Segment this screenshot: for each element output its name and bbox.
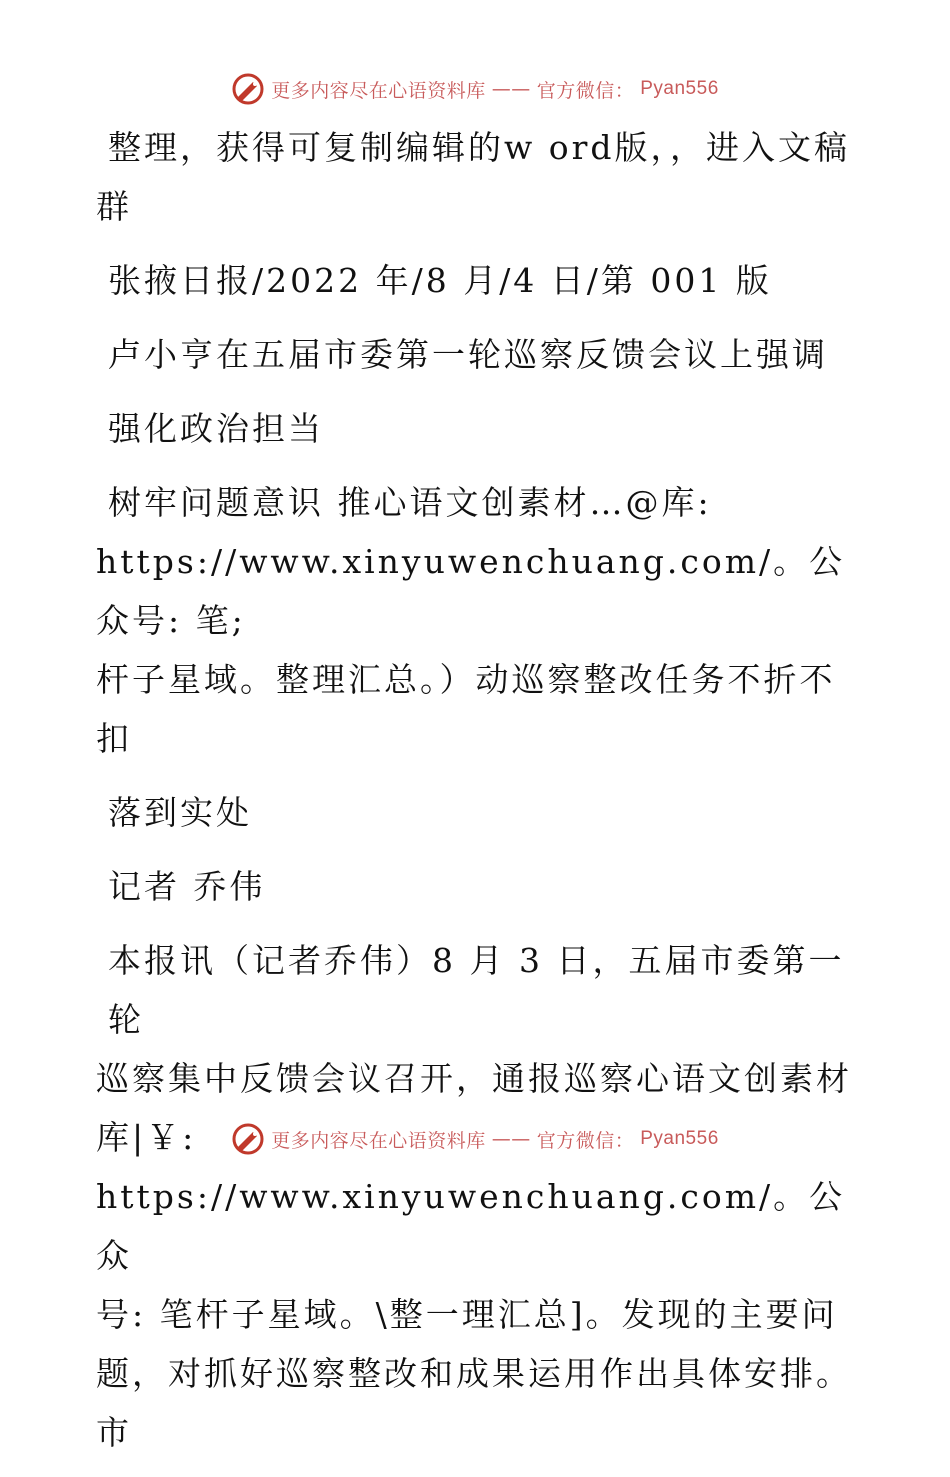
watermark-dash: —— bbox=[491, 1128, 531, 1150]
watermark-contact-id: Pyan556 bbox=[640, 78, 719, 99]
pen-circle-logo-icon bbox=[231, 72, 265, 106]
text-line: 记者 乔伟 bbox=[108, 867, 266, 906]
text-line: 整理，获得可复制编辑的w ord版，，进入文稿 bbox=[108, 128, 851, 167]
text-line: 本报讯（记者乔伟）8 月 3 日，五届市委第一轮 bbox=[108, 941, 845, 1039]
text-line: 卢小亨在五届市委第一轮巡察反馈会议上强调 bbox=[108, 335, 828, 374]
text-line: 落到实处 bbox=[108, 793, 252, 832]
paragraph bbox=[96, 857, 856, 916]
text-line: https://www.xinyuwenchuang.com/。公众号: 笔; bbox=[96, 542, 846, 640]
document-body bbox=[96, 118, 856, 1477]
text-line: 张掖日报/2022 年/8 月/4 日/第 001 版 bbox=[108, 261, 772, 300]
paragraph bbox=[96, 325, 856, 384]
paragraph bbox=[96, 783, 856, 842]
watermark-contact-label: 官方微信： bbox=[536, 79, 635, 102]
watermark-dash: —— bbox=[491, 78, 531, 100]
text-line: 群 bbox=[96, 187, 132, 226]
text-line: 杆子星域。整理汇总。）动巡察整改任务不折不扣 bbox=[96, 660, 836, 758]
watermark-text: 更多内容尽在心语资料库 bbox=[271, 1129, 486, 1152]
watermark-header bbox=[0, 72, 950, 106]
paragraph bbox=[96, 399, 856, 458]
paragraph bbox=[96, 251, 856, 310]
text-line: 树牢问题意识 推心语文创素材…@库: bbox=[108, 483, 712, 522]
text-line: 库|￥: https://www.xinyuwenchuang.com/。公众 bbox=[96, 1118, 846, 1275]
watermark-contact-label: 官方微信： bbox=[536, 1129, 635, 1152]
watermark-text: 更多内容尽在心语资料库 bbox=[271, 79, 486, 102]
text-line: 强化政治担当 bbox=[108, 409, 324, 448]
paragraph bbox=[96, 118, 856, 236]
watermark-footer bbox=[0, 1122, 950, 1156]
text-line: 号: 笔杆子星域。\整一理汇总]。发现的主要问 bbox=[96, 1295, 838, 1334]
text-line: 题，对抓好巡察整改和成果运用作出具体安排。市 bbox=[96, 1354, 852, 1452]
paragraph bbox=[96, 473, 856, 768]
pen-circle-logo-icon bbox=[231, 1122, 265, 1156]
paragraph bbox=[96, 931, 856, 1462]
watermark-contact-id: Pyan556 bbox=[640, 1128, 719, 1149]
text-line: 巡察集中反馈会议召开，通报巡察心语文创素材 bbox=[96, 1059, 852, 1098]
